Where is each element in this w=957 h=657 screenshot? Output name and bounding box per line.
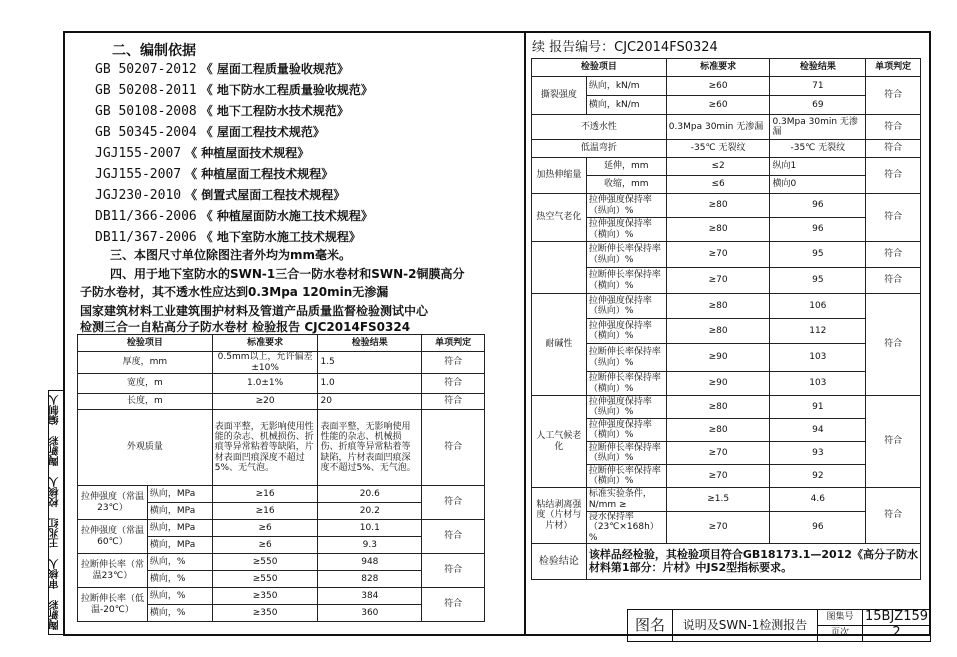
req-cell: ≥550 bbox=[212, 571, 318, 588]
dir-cell: 纵向，MPa bbox=[147, 486, 212, 503]
signature-stripe bbox=[48, 390, 63, 635]
spec-line: JGJ155-2007 《 种植屋面工程技术规程》 bbox=[95, 167, 334, 182]
item-cell: 拉断伸长率（常温23℃） bbox=[78, 554, 148, 588]
item-cell: 加热伸缩量 bbox=[532, 158, 587, 194]
dir-cell: 横向，MPa bbox=[147, 503, 212, 520]
dir-cell: 横向，kN/m bbox=[586, 96, 666, 115]
spec-line: GB 50207-2012 《 屋面工程质量验收规范》 bbox=[95, 62, 349, 77]
spec-line: GB 50108-2008 《 地下工程防水技术规范》 bbox=[95, 104, 349, 119]
dir-cell: 横向，% bbox=[147, 605, 212, 622]
note-4-line1: 四、用于地下室防水的SWN-1三合一防水卷材和SWN-2铜膜高分 bbox=[110, 267, 465, 281]
req-cell: ≥6 bbox=[212, 537, 318, 554]
spec-line: JGJ230-2010 《 倒置式屋面工程技术规程》 bbox=[95, 188, 346, 203]
dir-cell: 纵向，MPa bbox=[147, 520, 212, 537]
req-cell: 0.3Mpa 30min 无渗漏 bbox=[666, 115, 770, 140]
verdict-cell: 符合 bbox=[866, 294, 921, 396]
dir-cell: 纵向，kN/m bbox=[586, 77, 666, 96]
stripe-item: 审核人 bbox=[50, 559, 61, 589]
req-cell: ≥60 bbox=[666, 96, 770, 115]
spec-line: DB11/367-2006 《 地下室防水施工技术规程》 bbox=[95, 230, 361, 245]
report-line: 检测三合一自粘高分子防水卷材 检验报告 CJC2014FS0324 bbox=[80, 320, 411, 334]
conclusion-text: 该样品经检验，其检验项目符合GB18173.1—2012《高分子防水材料第1部分：片材》中JS2型指标要求。 bbox=[586, 544, 920, 580]
spec-line: GB 50208-2011 《 地下防水工程质量验收规范》 bbox=[95, 83, 373, 98]
result-cell: 103 bbox=[770, 372, 866, 396]
verdict-cell: 符合 bbox=[422, 554, 485, 588]
dir-cell: 收缩，mm bbox=[586, 176, 666, 194]
req-cell: ≥20 bbox=[212, 394, 318, 410]
verdict-cell: 符合 bbox=[866, 158, 921, 194]
item-cell: 热空气老化 bbox=[532, 194, 587, 242]
result-cell: 95 bbox=[770, 242, 866, 268]
result-cell: 96 bbox=[770, 512, 866, 544]
item-cell: 外观质量 bbox=[78, 410, 213, 486]
result-cell: 20.2 bbox=[318, 503, 422, 520]
item-cell-spacer bbox=[532, 268, 587, 294]
dir-cell: 拉断伸长率保持率（纵向）% bbox=[586, 344, 666, 372]
dir-cell: 拉伸强度保持率（纵向）% bbox=[586, 396, 666, 419]
result-cell: 20.6 bbox=[318, 486, 422, 503]
req-cell: ≥80 bbox=[666, 319, 770, 344]
result-cell: 103 bbox=[770, 344, 866, 372]
item-cell: 低温弯折 bbox=[532, 140, 667, 158]
item-cell: 厚度，mm bbox=[78, 352, 213, 374]
conclusion-label: 检验结论 bbox=[532, 544, 587, 580]
dir-cell: 延伸，mm bbox=[586, 158, 666, 176]
item-cell: 拉伸强度（常温23℃） bbox=[78, 486, 148, 520]
dir-cell: 横向，MPa bbox=[147, 537, 212, 554]
stripe-item: 王兆红 bbox=[50, 518, 61, 548]
item-cell: 粘结剥离强度（片材与片材） bbox=[532, 488, 587, 544]
spec-line: DB11/366-2006 《 种植屋面防水施工技术规程》 bbox=[95, 209, 373, 224]
stripe-item: 校核人 bbox=[50, 477, 61, 507]
dir-cell: 拉断伸长率保持率（横向）% bbox=[586, 268, 666, 294]
atlas-number-value: 15BJZ159 bbox=[863, 610, 931, 626]
result-cell: 94 bbox=[770, 419, 866, 442]
req-cell: ≥70 bbox=[666, 512, 770, 544]
stripe-item: 陶新彩 bbox=[50, 436, 61, 466]
page-number: 2 bbox=[863, 625, 931, 641]
verdict-cell: 符合 bbox=[866, 115, 921, 140]
result-cell: 360 bbox=[318, 605, 422, 622]
col-header: 单项判定 bbox=[866, 59, 921, 77]
result-cell: -35℃ 无裂纹 bbox=[770, 140, 866, 158]
dir-cell: 纵向，% bbox=[147, 588, 212, 605]
stripe-item: 编制人 bbox=[50, 395, 61, 425]
verdict-cell: 符合 bbox=[422, 352, 485, 374]
result-cell: 10.1 bbox=[318, 520, 422, 537]
item-cell: 拉断伸长率（低温-20℃） bbox=[78, 588, 148, 622]
result-cell: 948 bbox=[318, 554, 422, 571]
verdict-cell: 符合 bbox=[422, 520, 485, 554]
item-cell: 拉伸强度（常温60℃） bbox=[78, 520, 148, 554]
verdict-cell: 符合 bbox=[866, 268, 921, 294]
result-cell: 0.3Mpa 30min 无渗漏 bbox=[770, 115, 866, 140]
verdict-cell: 符合 bbox=[866, 77, 921, 115]
note-4-line2: 子防水卷材，其不透水性应达到0.3Mpa 120min无渗漏 bbox=[80, 285, 389, 299]
req-cell: ≥80 bbox=[666, 218, 770, 242]
req-cell: ≥70 bbox=[666, 465, 770, 488]
req-cell: 1.0±1% bbox=[212, 374, 318, 394]
result-cell: 92 bbox=[770, 465, 866, 488]
col-header: 检验结果 bbox=[318, 335, 422, 352]
center-divider bbox=[524, 31, 526, 636]
verdict-cell: 符合 bbox=[866, 194, 921, 242]
verdict-cell: 符合 bbox=[422, 588, 485, 622]
drawing-name-value: 说明及SWN-1检测报告 bbox=[673, 610, 818, 642]
verdict-cell: 符合 bbox=[866, 242, 921, 268]
dir-cell: 拉断伸长率保持率（纵向）% bbox=[586, 442, 666, 465]
col-header: 检验项目 bbox=[78, 335, 213, 352]
verdict-cell: 符合 bbox=[422, 374, 485, 394]
dir-cell: 拉伸强度保持率（横向）% bbox=[586, 419, 666, 442]
col-header: 标准要求 bbox=[666, 59, 770, 77]
test-center-name: 国家建筑材料工业建筑围护材料及管道产品质量监督检验测试中心 bbox=[80, 304, 429, 318]
verdict-cell: 符合 bbox=[422, 394, 485, 410]
req-cell: ≥350 bbox=[212, 588, 318, 605]
req-cell: ≥350 bbox=[212, 605, 318, 622]
result-cell: 91 bbox=[770, 396, 866, 419]
req-cell: ≤2 bbox=[666, 158, 770, 176]
atlas-number-label: 图集号 bbox=[818, 610, 863, 626]
result-cell: 112 bbox=[770, 319, 866, 344]
section-title: 二、编制依据 bbox=[112, 43, 196, 59]
result-cell: 95 bbox=[770, 268, 866, 294]
note-3: 三、本图尺寸单位除图注者外均为mm毫米。 bbox=[110, 248, 352, 262]
drawing-name-label: 图名 bbox=[628, 610, 673, 642]
result-cell: 828 bbox=[318, 571, 422, 588]
dir-cell: 浸水保持率（23℃×168h）% bbox=[586, 512, 666, 544]
dir-cell: 拉断伸长率保持率（横向）% bbox=[586, 372, 666, 396]
result-cell: 纵向1 bbox=[770, 158, 866, 176]
req-cell: ≥80 bbox=[666, 294, 770, 319]
left-report-table bbox=[77, 334, 485, 622]
item-cell: 人工气候老化 bbox=[532, 396, 587, 488]
item-cell: 不透水性 bbox=[532, 115, 667, 140]
item-cell: 撕裂强度 bbox=[532, 77, 587, 115]
result-cell: 96 bbox=[770, 194, 866, 218]
dir-cell: 拉伸强度保持率（横向）% bbox=[586, 218, 666, 242]
result-cell: 69 bbox=[770, 96, 866, 115]
result-cell: 1.5 bbox=[318, 352, 422, 374]
dir-cell: 拉断伸长率保持率（纵向）% bbox=[586, 242, 666, 268]
item-cell-spacer bbox=[532, 242, 587, 268]
req-cell: ≥6 bbox=[212, 520, 318, 537]
req-cell: ≥80 bbox=[666, 396, 770, 419]
spec-line: JGJ155-2007 《 种植屋面技术规程》 bbox=[95, 146, 310, 161]
dir-cell: 拉断伸长率保持率（横向）% bbox=[586, 465, 666, 488]
result-cell: 横向0 bbox=[770, 176, 866, 194]
page-label: 页次 bbox=[818, 625, 863, 641]
spec-line: GB 50345-2004 《 屋面工程技术规范》 bbox=[95, 125, 325, 140]
result-cell: 384 bbox=[318, 588, 422, 605]
verdict-cell: 符合 bbox=[866, 140, 921, 158]
dir-cell: 拉伸强度保持率（纵向）% bbox=[586, 194, 666, 218]
right-report-table bbox=[531, 58, 921, 580]
result-cell: 96 bbox=[770, 218, 866, 242]
req-cell: ≥60 bbox=[666, 77, 770, 96]
stripe-item: 陶新彩 bbox=[50, 600, 61, 630]
col-header: 检验结果 bbox=[770, 59, 866, 77]
result-cell: 1.0 bbox=[318, 374, 422, 394]
result-cell: 4.6 bbox=[770, 488, 866, 512]
result-cell: 表面平整，无影响使用性能的杂志、机械损伤、折痕等异常粘着等缺陷，片材表面凹痕深度不超过5%、无气泡。 bbox=[318, 410, 422, 486]
dir-cell: 拉伸强度保持率（横向）% bbox=[586, 319, 666, 344]
req-cell: ≥1.5 bbox=[666, 488, 770, 512]
title-block bbox=[627, 609, 931, 642]
req-cell: ≥70 bbox=[666, 268, 770, 294]
result-cell: 71 bbox=[770, 77, 866, 96]
dir-cell: 纵向，% bbox=[147, 554, 212, 571]
req-cell: ≥90 bbox=[666, 372, 770, 396]
req-cell: ≥16 bbox=[212, 503, 318, 520]
continued-report-title: 续 报告编号：CJC2014FS0324 bbox=[532, 40, 718, 55]
req-cell: -35℃ 无裂纹 bbox=[666, 140, 770, 158]
req-cell: ≥550 bbox=[212, 554, 318, 571]
req-cell: ≥90 bbox=[666, 344, 770, 372]
req-cell: ≥70 bbox=[666, 442, 770, 465]
verdict-cell: 符合 bbox=[866, 488, 921, 544]
result-cell: 93 bbox=[770, 442, 866, 465]
col-header: 标准要求 bbox=[212, 335, 318, 352]
req-cell: ≥80 bbox=[666, 419, 770, 442]
result-cell: 106 bbox=[770, 294, 866, 319]
verdict-cell: 符合 bbox=[866, 396, 921, 488]
item-cell: 长度，m bbox=[78, 394, 213, 410]
item-cell: 耐碱性 bbox=[532, 294, 587, 396]
req-cell: ≥80 bbox=[666, 194, 770, 218]
result-cell: 9.3 bbox=[318, 537, 422, 554]
result-cell: 20 bbox=[318, 394, 422, 410]
dir-cell: 拉伸强度保持率（纵向）% bbox=[586, 294, 666, 319]
req-cell: 0.5mm以上，允许偏差±10% bbox=[212, 352, 318, 374]
dir-cell: 横向，% bbox=[147, 571, 212, 588]
dir-cell: 标准实验条件，N/mm ≥ bbox=[586, 488, 666, 512]
verdict-cell: 符合 bbox=[422, 486, 485, 520]
col-header: 检验项目 bbox=[532, 59, 667, 77]
verdict-cell: 符合 bbox=[422, 410, 485, 486]
req-cell: ≥16 bbox=[212, 486, 318, 503]
req-cell: 表面平整，无影响使用性能的杂志、机械损伤、折痕等异常粘着等缺陷，片材表面凹痕深度不超过5%、无气泡。 bbox=[212, 410, 318, 486]
item-cell: 宽度，m bbox=[78, 374, 213, 394]
req-cell: ≥70 bbox=[666, 242, 770, 268]
req-cell: ≤6 bbox=[666, 176, 770, 194]
col-header: 单项判定 bbox=[422, 335, 485, 352]
